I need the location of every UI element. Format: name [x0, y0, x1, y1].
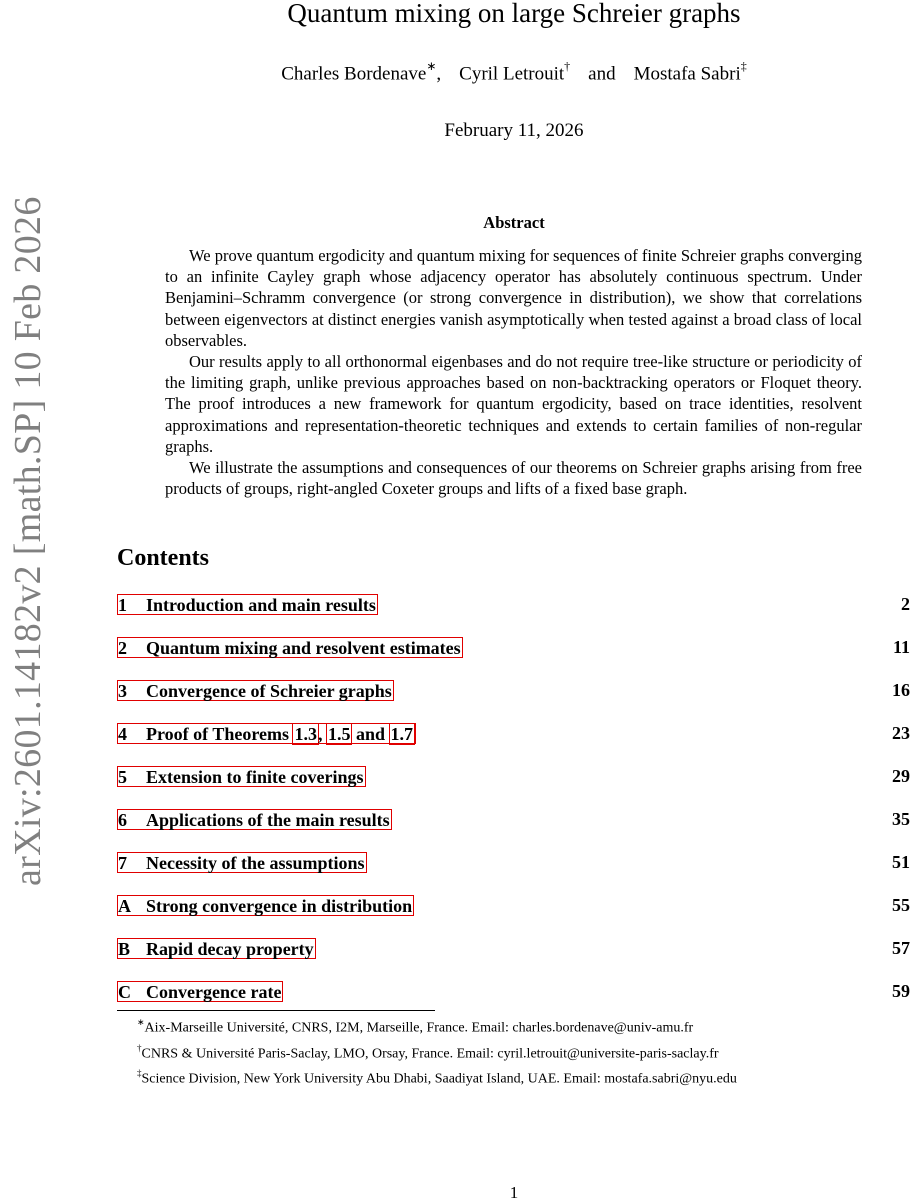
author-mark: †	[564, 59, 571, 73]
author-name: Charles Bordenave	[281, 63, 427, 85]
toc-link[interactable]	[117, 981, 283, 1002]
toc-entry	[117, 594, 910, 618]
toc-link[interactable]	[117, 809, 392, 830]
paper-date: February 11, 2026	[444, 120, 584, 141]
theorem-ref-link[interactable]: 1.3	[294, 724, 317, 744]
toc-entry	[117, 981, 910, 1005]
abstract-paragraph: We illustrate the assumptions and consequences of our theorems on Schreier graphs arising from free products of groups, right-angled Coxeter groups and lifts of a fixed base graph.	[165, 458, 862, 499]
footnote-text: CNRS & Université Paris-Saclay, LMO, Orsay, France. Email: cyril.letrouit@universite-paris-saclay.fr	[141, 1046, 719, 1062]
footnote-rule	[117, 1010, 435, 1011]
toc-page: 16	[892, 680, 910, 700]
abstract-body	[165, 245, 862, 499]
toc-entry	[117, 938, 910, 962]
footnote-mark: ‡	[137, 1068, 142, 1079]
theorem-ref-link[interactable]: 1.7	[390, 724, 414, 744]
toc-title-separator: ,	[317, 724, 327, 744]
paper-title: Quantum mixing on large Schreier graphs	[287, 0, 741, 28]
toc-number: 1	[118, 595, 127, 615]
toc-page: 57	[892, 938, 910, 958]
toc-title: Necessity of the assumptions	[146, 853, 365, 873]
toc-page: 11	[892, 637, 910, 657]
toc-title: Convergence of Schreier graphs	[146, 681, 392, 701]
abstract-paragraph: We prove quantum ergodicity and quantum mixing for sequences of finite Schreier graphs converging to an infinite Cayley graph whose adjacency operator has absolutely continuous spectrum. Under Benjamini–Schramm convergence (or strong convergence in distribution), we show that correlations between eigenvectors at distinct energies vanish asymptotically when tested against a broad class of local observables.	[165, 246, 863, 350]
toc-page: 55	[892, 895, 910, 915]
toc-entry	[117, 852, 910, 876]
footnote-mark: ∗	[137, 1017, 145, 1027]
toc-link[interactable]	[117, 895, 414, 916]
toc-title: Proof of Theorems	[146, 724, 294, 744]
toc-page: 2	[901, 594, 910, 614]
toc-title: Strong convergence in distribution	[146, 896, 413, 916]
toc-number: 7	[118, 853, 127, 873]
author-mark: ‡	[740, 59, 747, 73]
toc-title: Quantum mixing and resolvent estimates	[146, 638, 461, 658]
toc-title: Introduction and main results	[146, 595, 376, 615]
abstract-heading: Abstract	[483, 213, 545, 232]
toc-number: B	[118, 939, 131, 959]
toc-link[interactable]	[117, 938, 316, 959]
toc-entry	[117, 809, 910, 833]
toc-page: 29	[892, 766, 910, 786]
toc-number: 2	[118, 638, 127, 658]
toc-number: A	[118, 896, 131, 916]
toc-number: C	[118, 982, 131, 1002]
footnotes	[137, 1013, 737, 1090]
toc-title-separator: and	[351, 724, 390, 744]
footnote-text: Aix-Marseille Université, CNRS, I2M, Marseille, France. Email: charles.bordenave@univ-amu.fr	[144, 1020, 694, 1036]
toc-entry	[117, 637, 910, 661]
toc-number: 5	[118, 767, 127, 787]
footnote	[137, 1013, 737, 1039]
toc-link[interactable]	[117, 594, 378, 615]
footnote	[137, 1039, 737, 1065]
authors-conjunction: and	[588, 63, 616, 85]
toc-number: 3	[118, 681, 127, 701]
toc-link[interactable]	[117, 637, 463, 658]
footnote	[137, 1064, 737, 1090]
page-number: 1	[509, 1183, 519, 1202]
toc-link[interactable]	[117, 852, 367, 873]
arxiv-identifier: arXiv:2601.14182v2 [math.SP] 10 Feb 2026	[7, 196, 49, 886]
author-list: Charles Bordenave∗, Cyril Letrouit† and Mostafa Sabri‡	[281, 59, 747, 85]
footnote-mark: †	[137, 1042, 142, 1053]
toc-page: 23	[892, 723, 910, 743]
contents-heading: Contents	[117, 545, 210, 571]
toc-number: 4	[118, 724, 127, 744]
footnote-text: Science Division, New York University Abu Dhabi, Saadiyat Island, UAE. Email: mostafa.sabri@nyu.edu	[141, 1071, 737, 1087]
toc-entry	[117, 723, 910, 747]
toc-entry	[117, 680, 910, 704]
toc-page: 59	[892, 981, 910, 1001]
abstract-paragraph: Our results apply to all orthonormal eigenbases and do not require tree-like structure or periodicity of the limiting graph, unlike previous approaches based on non-backtracking operators or Floquet theory. The proof introduces a new framework for quantum ergodicity, based on trace identities, resolvent approximations and representation-theoretic techniques and extends to certain families of non-regular graphs.	[165, 352, 862, 456]
toc-entry	[117, 766, 910, 790]
author-name: Mostafa Sabri	[633, 63, 741, 85]
toc-title: Rapid decay property	[146, 939, 314, 959]
toc-link[interactable]	[117, 680, 394, 701]
author-mark: ∗	[426, 59, 437, 73]
toc-entry	[117, 895, 910, 919]
toc-title: Applications of the main results	[146, 810, 390, 830]
toc-title: Convergence rate	[146, 982, 282, 1002]
toc-link[interactable]	[117, 723, 416, 744]
toc-number: 6	[118, 810, 127, 830]
toc-page: 51	[892, 852, 910, 872]
theorem-ref-link[interactable]: 1.5	[327, 724, 351, 744]
author-name: Cyril Letrouit	[459, 63, 565, 85]
toc-page: 35	[892, 809, 910, 829]
toc-title: Extension to finite coverings	[146, 767, 364, 787]
toc-link[interactable]	[117, 766, 366, 787]
